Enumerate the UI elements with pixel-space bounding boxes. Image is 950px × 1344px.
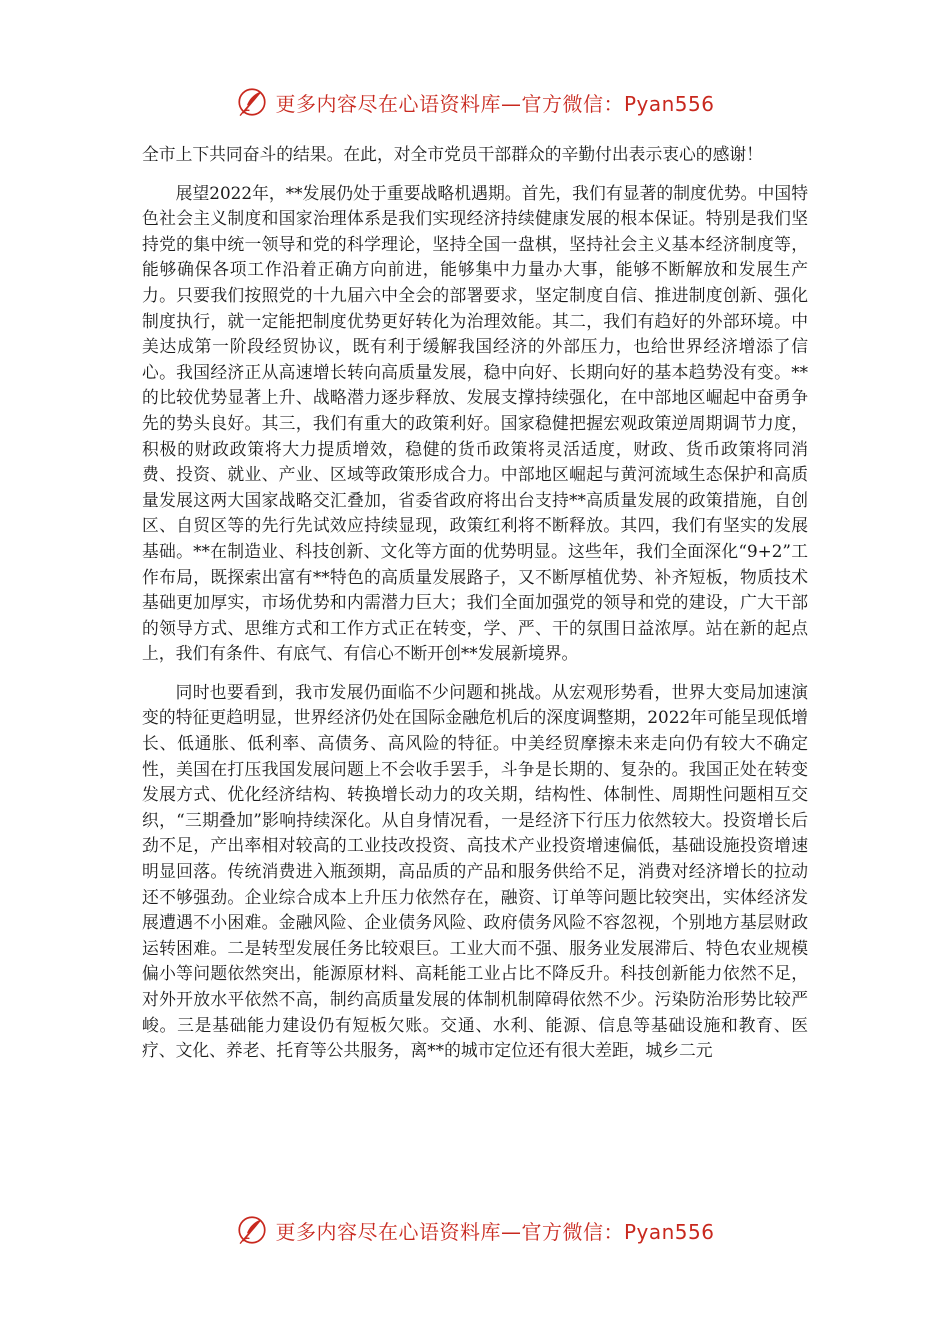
footer-watermark-banner: [0, 1208, 950, 1252]
quill-pen-logo-icon: [235, 85, 269, 119]
header-watermark-banner: [0, 80, 950, 124]
document-body: [142, 142, 808, 1077]
paragraph: 同时也要看到，我市发展仍面临不少问题和挑战。从宏观形势看，世界大变局加速演变的特征更趋明显，世界经济仍处在国际金融危机后的深度调整期，2022年可能呈现低增长、低通胀、低利率、高债务、高风险的特征。中美经贸摩擦未来走向仍有较大不确定性，美国在打压我国发展问题上不会收手罢手，斗争是长期的、复杂的。我国正处在转变发展方式、优化经济结构、转换增长动力的攻关期，结构性、体制性、周期性问题相互交织，“三期叠加”影响持续深化。从自身情况看，一是经济下行压力依然较大。投资增长后劲不足，产出率相对较高的工业技改投资、高技术产业投资增速偏低，基础设施投资增速明显回落。传统消费进入瓶颈期，高品质的产品和服务供给不足，消费对经济增长的拉动还不够强劲。企业综合成本上升压力依然存在，融资、订单等问题比较突出，实体经济发展遭遇不小困难。金融风险、企业债务风险、政府债务风险不容忽视，个别地方基层财政运转困难。二是转型发展任务比较艰巨。工业大而不强、服务业发展滞后、特色农业规模偏小等问题依然突出，能源原材料、高耗能工业占比不降反升。科技创新能力依然不足，对外开放水平依然不高，制约高质量发展的体制机制障碍依然不少。污染防治形势比较严峻。三是基础能力建设仍有短板欠账。交通、水利、能源、信息等基础设施和教育、医疗、文化、养老、托育等公共服务，离**的城市定位还有很大差距，城乡二元: [142, 681, 808, 1061]
paragraph: 展望2022年，**发展仍处于重要战略机遇期。首先，我们有显著的制度优势。中国特色社会主义制度和国家治理体系是我们实现经济持续健康发展的根本保证。特别是我们坚持党的集中统一领导和党的科学理论，坚持全国一盘棋，坚持社会主义基本经济制度等，能够确保各项工作沿着正确方向前进，能够集中力量办大事，能够不断解放和发展生产力。只要我们按照党的十九届六中全会的部署要求，坚定制度自信、推进制度创新、强化制度执行，就一定能把制度优势更好转化为治理效能。其二，我们有趋好的外部环境。中美达成第一阶段经贸协议，既有利于缓解我国经济的外部压力，也给世界经济增添了信心。我国经济正从高速增长转向高质量发展，稳中向好、长期向好的基本趋势没有变。**的比较优势显著上升、战略潜力逐步释放、发展支撑持续强化，在中部地区崛起中奋勇争先的势头良好。其三，我们有重大的政策利好。国家稳健把握宏观政策逆周期调节力度，积极的财政政策将大力提质增效，稳健的货币政策将灵活适度，财政、货币政策将同消费、投资、就业、产业、区域等政策形成合力。中部地区崛起与黄河流域生态保护和高质量发展这两大国家战略交汇叠加，省委省政府将出台支持**高质量发展的政策措施，自创区、自贸区等的先行先试效应持续显现，政策红利将不断释放。其四，我们有坚实的发展基础。**在制造业、科技创新、文化等方面的优势明显。这些年，我们全面深化“9+2”工作布局，既探索出富有**特色的高质量发展路子，又不断厚植优势、补齐短板，物质技术基础更加厚实，市场优势和内需潜力巨大；我们全面加强党的领导和党的建设，广大干部的领导方式、思维方式和工作方式正在转变，学、严、干的氛围日益浓厚。站在新的起点上，我们有条件、有底气、有信心不断开创**发展新境界。: [142, 182, 808, 664]
watermark-text: 更多内容尽在心语资料库—官方微信：Pyan556: [275, 1219, 715, 1244]
quill-pen-logo-icon: [235, 1213, 269, 1247]
paragraph: 全市上下共同奋斗的结果。在此，对全市党员干部群众的辛勤付出表示衷心的感谢！: [142, 144, 763, 164]
watermark-text: 更多内容尽在心语资料库—官方微信：Pyan556: [275, 91, 715, 116]
